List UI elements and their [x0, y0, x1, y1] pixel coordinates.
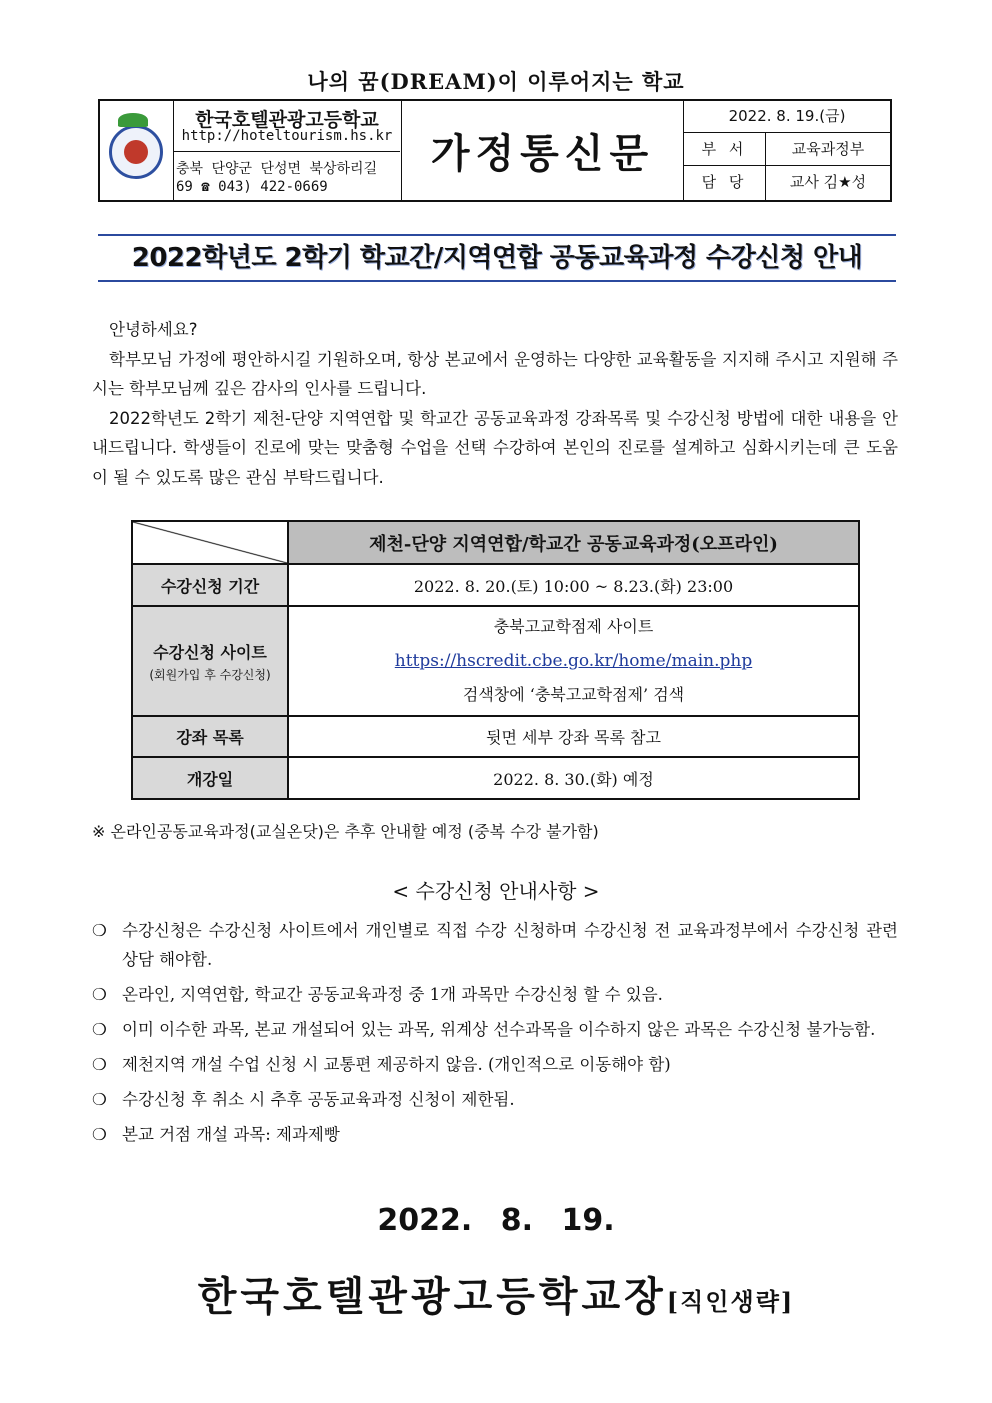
table-header: 제천-단양 지역연합/학교간 공동교육과정(오프라인)	[288, 521, 859, 564]
school-address-line1: 충북 단양군 단성면 북상하리길	[176, 161, 378, 177]
bullet-icon: ❍	[92, 985, 107, 1004]
newsletter-header	[98, 99, 892, 202]
bullet-icon: ❍	[92, 1090, 107, 1109]
site-label-sub: (회원가입 후 수강신청)	[149, 667, 271, 682]
list-item	[92, 980, 898, 1009]
period-value: 2022. 8. 20.(토) 10:00 ~ 8.23.(화) 23:00	[288, 564, 859, 606]
footer-date: 2022. 8. 19.	[377, 1203, 615, 1238]
guide-text: 이미 이수한 과목, 본교 개설되어 있는 과목, 위계상 선수과목을 이수하지 않은 과목은 수강신청 불가능함.	[122, 1020, 876, 1039]
issue-info	[684, 101, 890, 200]
signature-line	[0, 1265, 992, 1322]
guide-text: 본교 거점 개설 과목: 제과제빵	[122, 1125, 340, 1144]
main-title: 2022학년도 2학기 학교간/지역연합 공동교육과정 수강신청 안내	[98, 234, 896, 282]
school-logo-cell	[100, 101, 174, 200]
guide-text: 수강신청 후 취소 시 추후 공동교육과정 신청이 제한됨.	[122, 1090, 515, 1109]
course-value: 뒷면 세부 강좌 목록 참고	[288, 716, 859, 757]
list-item	[92, 916, 898, 974]
site-url-link[interactable]: https://hscredit.cbe.go.kr/home/main.php	[394, 651, 753, 671]
table-header-row	[132, 521, 859, 564]
online-course-note: ※ 온라인공동교육과정(교실온닷)은 추후 안내할 예정 (중복 수강 불가함)	[92, 822, 599, 841]
school-name: 한국호텔관광고등학교	[195, 109, 379, 131]
principal-title: 한국호텔관광고등학교장	[197, 1273, 667, 1320]
school-url[interactable]: http://hoteltourism.hs.kr	[181, 128, 393, 144]
site-search: 검색창에 ‘충북고교학점제’ 검색	[462, 685, 685, 704]
table-row	[132, 564, 859, 606]
seal-omitted-note: [직인생략]	[666, 1287, 795, 1316]
list-item	[92, 1085, 898, 1114]
emblem-leaf-icon	[118, 113, 148, 127]
school-info-cell	[174, 101, 402, 200]
guide-text: 제천지역 개설 수업 신청 시 교통편 제공하지 않음. (개인적으로 이동해야 함)	[122, 1055, 671, 1074]
site-label-cell	[132, 606, 288, 716]
manager-row	[684, 166, 890, 200]
guide-text: 온라인, 지역연합, 학교간 공동교육과정 중 1개 과목만 수강신청 할 수 있음.	[122, 985, 663, 1004]
registration-table	[131, 520, 860, 800]
school-address-box	[174, 151, 400, 200]
period-label: 수강신청 기간	[132, 564, 288, 606]
issue-date: 2022. 8. 19.(금)	[684, 101, 890, 133]
table-row	[132, 716, 859, 757]
newsletter-title: 가정통신문	[402, 101, 684, 200]
list-item	[92, 1015, 898, 1044]
guide-list	[92, 916, 898, 1155]
table-row	[132, 606, 859, 716]
bullet-icon: ❍	[92, 1020, 107, 1039]
open-label: 개강일	[132, 757, 288, 799]
bullet-icon: ❍	[92, 921, 107, 940]
greeting: 안녕하세요?	[109, 320, 198, 339]
dept-row	[684, 133, 890, 166]
table-corner-cell	[132, 521, 288, 564]
body-paragraph-1: 학부모님 가정에 평안하시길 기원하오며, 항상 본교에서 운영하는 다양한 교육활동을 지지해 주시고 지원해 주시는 학부모님께 깊은 감사의 인사를 드립니다.	[92, 349, 898, 398]
slogan: 나의 꿈(DREAM)이 이루어지는 학교	[307, 69, 685, 94]
manager-label: 담 당	[684, 166, 766, 200]
bullet-icon: ❍	[92, 1055, 107, 1074]
guide-text: 수강신청은 수강신청 사이트에서 개인별로 직접 수강 신청하며 수강신청 전 교육과정부에서 수강신청 관련 상담 해야함.	[122, 921, 898, 969]
school-address-line2: 69 ☎ 043) 422-0669	[176, 179, 328, 195]
course-label: 강좌 목록	[132, 716, 288, 757]
dept-label: 부 서	[684, 133, 766, 165]
guide-heading: < 수강신청 안내사항 >	[392, 879, 600, 903]
body-paragraph-2: 2022학년도 2학기 제천-단양 지역연합 및 학교간 공동교육과정 강좌목록 및 수강신청 방법에 대한 내용을 안내드립니다. 학생들이 진로에 맞는 맞춤형 수업을 선택 수강하여 본인의 진로를 설계하고 심화시키는데 큰 도움이 될 수 있도록 많은 관심 부탁드립니다.	[92, 408, 898, 487]
site-label: 수강신청 사이트	[153, 642, 267, 662]
body-text	[92, 315, 898, 492]
site-value-cell	[288, 606, 859, 716]
bullet-icon: ❍	[92, 1125, 107, 1144]
table-row	[132, 757, 859, 799]
site-name: 충북고교학점제 사이트	[493, 617, 654, 636]
open-value: 2022. 8. 30.(화) 예정	[288, 757, 859, 799]
manager-value: 교사 김★성	[789, 173, 867, 191]
school-emblem-icon	[109, 125, 163, 179]
list-item	[92, 1120, 898, 1149]
list-item	[92, 1050, 898, 1079]
emblem-center	[124, 140, 148, 164]
dept-value: 교육과정부	[791, 140, 865, 158]
